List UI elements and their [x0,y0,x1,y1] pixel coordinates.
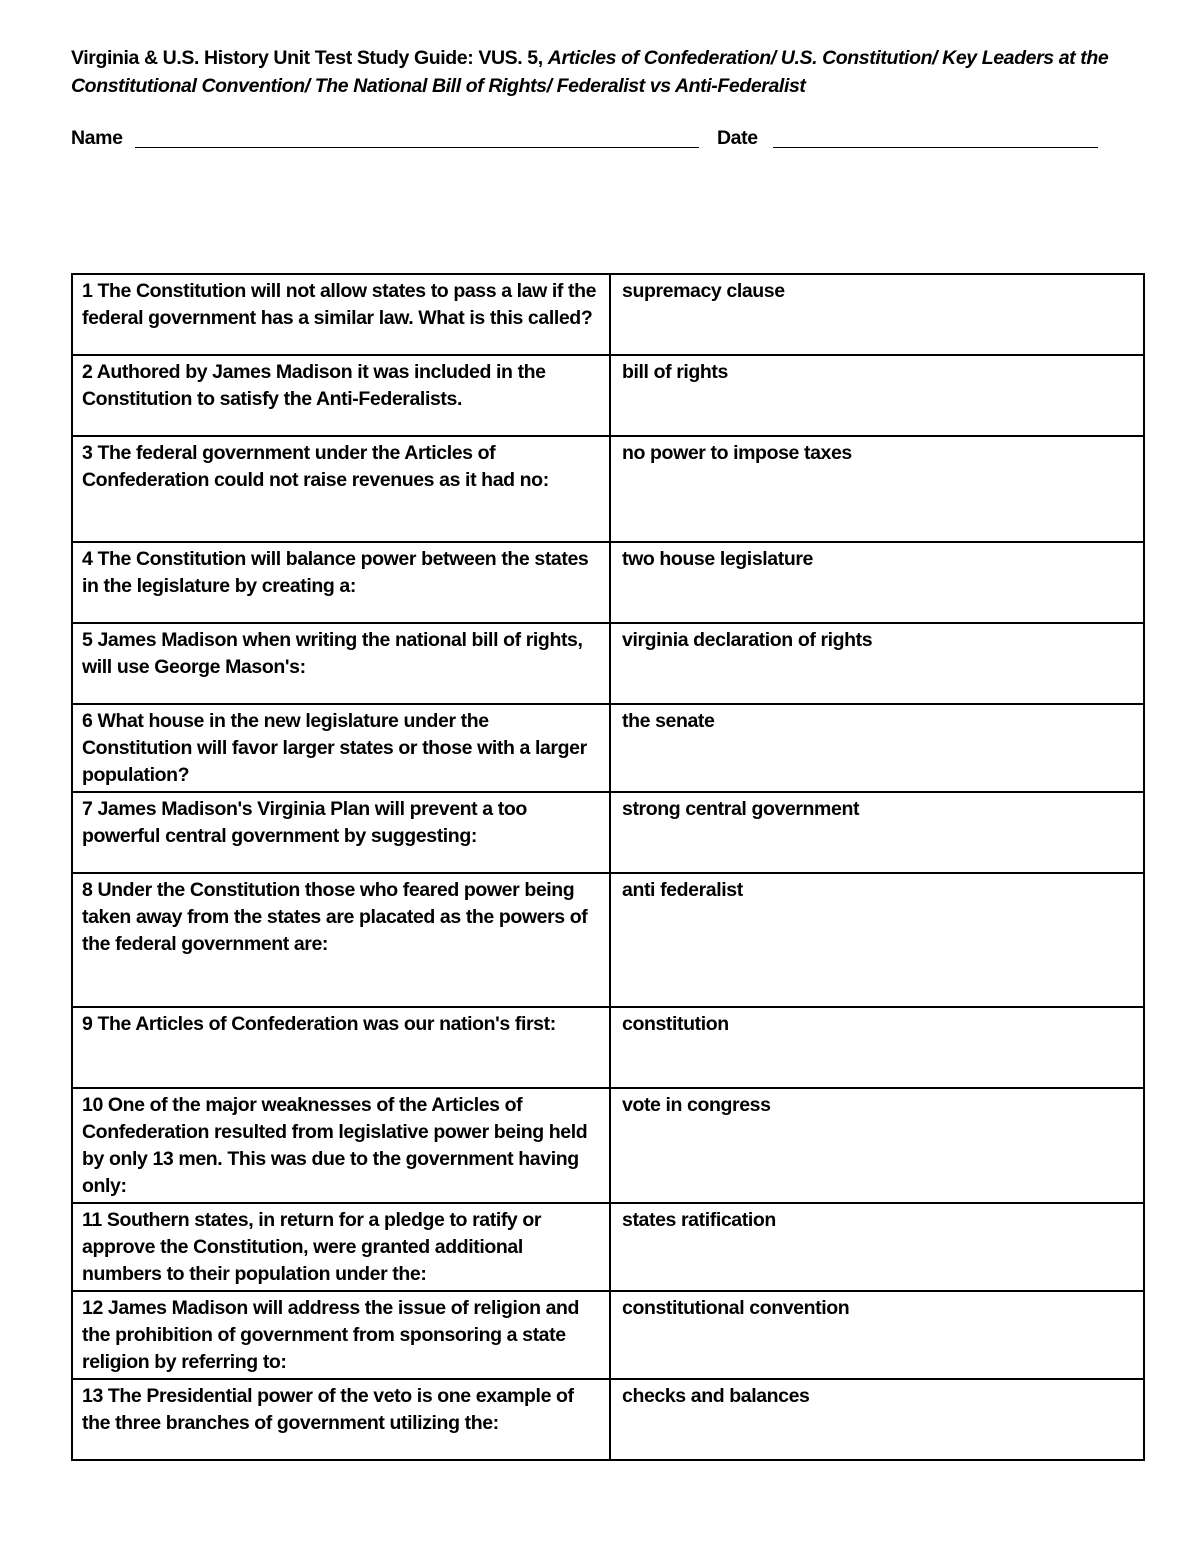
question-cell: 7 James Madison's Virginia Plan will prevent a too powerful central government by suggesting: [72,792,610,873]
table-row [72,1088,1144,1203]
answer-cell: no power to impose taxes [610,436,1144,542]
table-row [72,623,1144,704]
answer-cell: the senate [610,704,1144,792]
table-row [72,355,1144,436]
question-cell: 6 What house in the new legislature under the Constitution will favor larger states or those with a larger population? [72,704,610,792]
title-italic: Articles of Confederation/ U.S. Constitution/ Key Leaders at the Constitutional Convention/ The National Bill of Rights/ Federalist vs Anti-Federalist [71,47,1109,97]
question-cell: 4 The Constitution will balance power between the states in the legislature by creating a: [72,542,610,623]
question-cell: 5 James Madison when writing the national bill of rights, will use George Mason's: [72,623,610,704]
table-row [72,1379,1144,1460]
table-row [72,436,1144,542]
title-plain: Virginia & U.S. History Unit Test Study Guide: VUS. 5, [71,47,548,69]
question-cell: 2 Authored by James Madison it was included in the Constitution to satisfy the Anti-Federalists. [72,355,610,436]
answer-cell: vote in congress [610,1088,1144,1203]
date-label: Date [717,127,758,149]
name-label: Name [71,127,123,149]
answer-cell: constitutional convention [610,1291,1144,1379]
question-cell: 12 James Madison will address the issue of religion and the prohibition of government from sponsoring a state religion by referring to: [72,1291,610,1379]
answer-cell: bill of rights [610,355,1144,436]
question-cell: 13 The Presidential power of the veto is one example of the three branches of government utilizing the: [72,1379,610,1460]
name-date-line [71,124,1111,154]
table-row [72,873,1144,1007]
answer-cell: constitution [610,1007,1144,1088]
page-title [71,44,1151,100]
answer-cell: supremacy clause [610,274,1144,355]
answer-cell: strong central government [610,792,1144,873]
table-row [72,274,1144,355]
table-row [72,1203,1144,1291]
answer-cell: two house legislature [610,542,1144,623]
answer-cell: checks and balances [610,1379,1144,1460]
answer-cell: anti federalist [610,873,1144,1007]
table-row [72,1007,1144,1088]
table-row [72,1291,1144,1379]
question-cell: 11 Southern states, in return for a pledge to ratify or approve the Constitution, were granted additional numbers to their population under the: [72,1203,610,1291]
answer-cell: virginia declaration of rights [610,623,1144,704]
question-cell: 9 The Articles of Confederation was our nation's first: [72,1007,610,1088]
question-cell: 10 One of the major weaknesses of the Articles of Confederation resulted from legislative power being held by only 13 men. This was due to the government having only: [72,1088,610,1203]
table-row [72,704,1144,792]
question-cell: 8 Under the Constitution those who feared power being taken away from the states are placated as the powers of the federal government are: [72,873,610,1007]
question-cell: 3 The federal government under the Articles of Confederation could not raise revenues as it had no: [72,436,610,542]
question-cell: 1 The Constitution will not allow states to pass a law if the federal government has a similar law. What is this called? [72,274,610,355]
date-field[interactable] [773,147,1098,148]
table-row [72,792,1144,873]
table-row [72,542,1144,623]
question-answer-table [71,273,1145,1461]
answer-cell: states ratification [610,1203,1144,1291]
name-field[interactable] [135,147,699,148]
